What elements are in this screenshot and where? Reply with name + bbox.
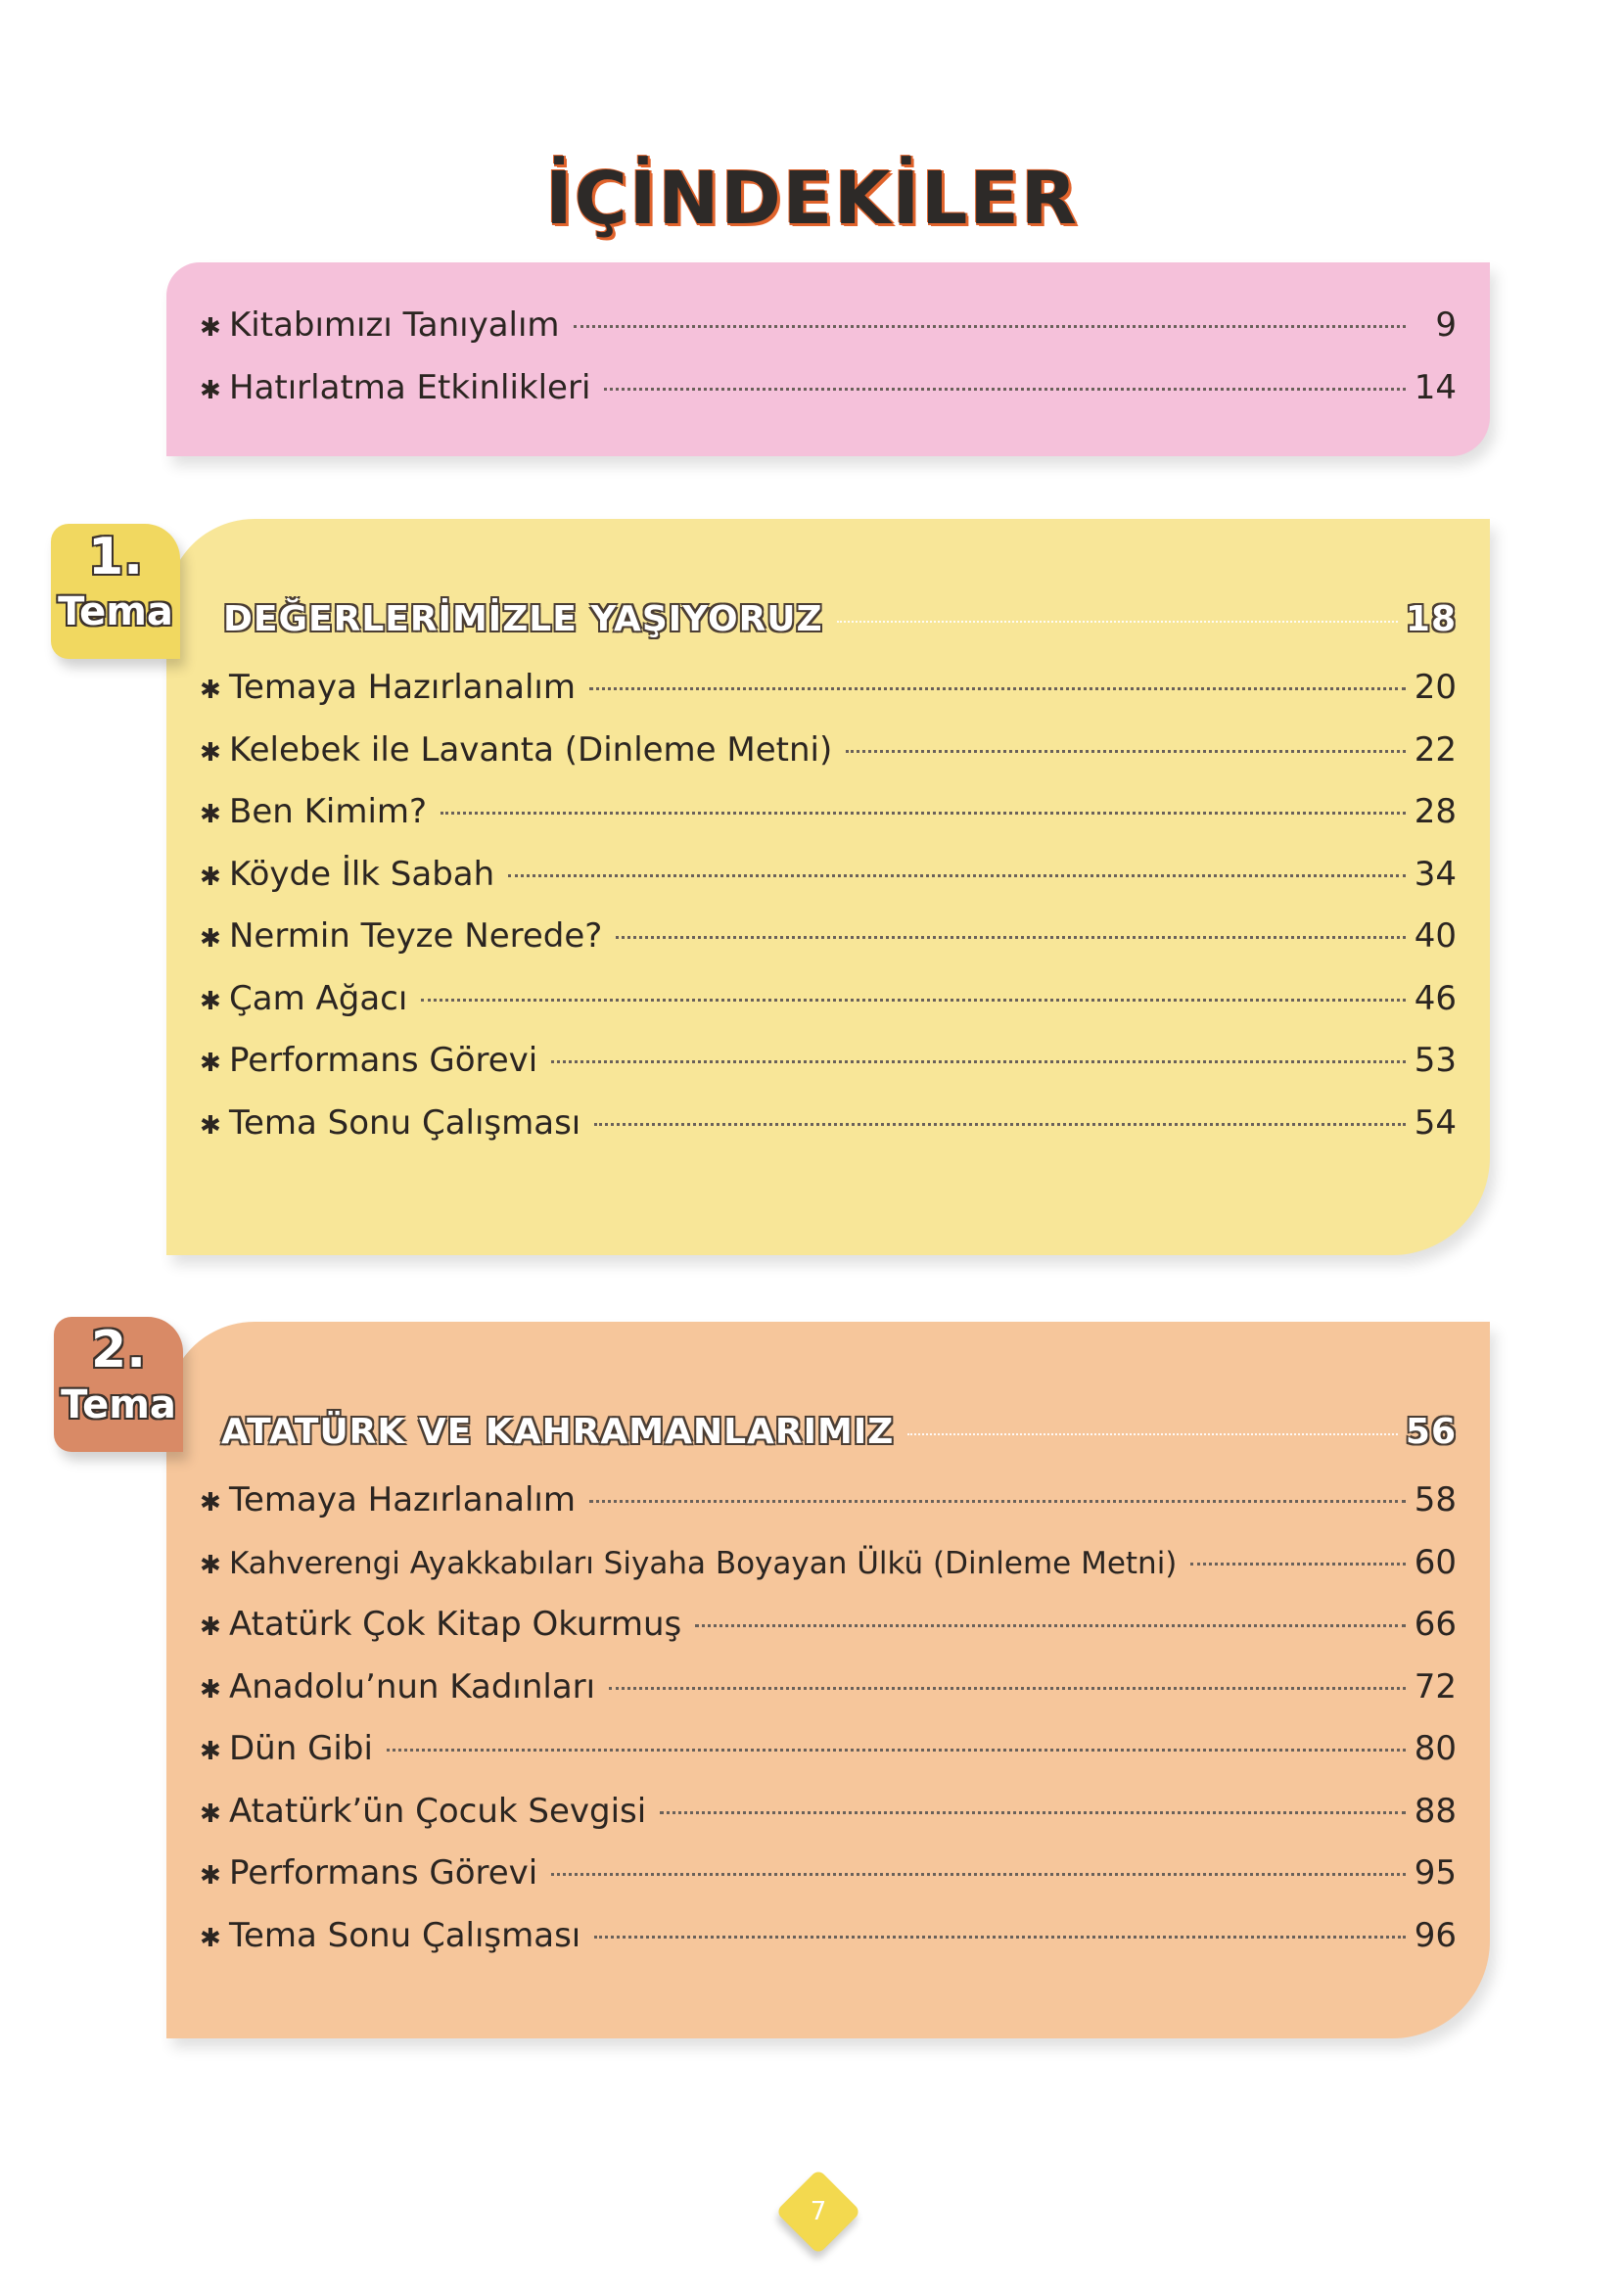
dot-leader bbox=[1190, 1563, 1406, 1566]
entry-label: Çam Ağacı bbox=[229, 978, 408, 1018]
entry-label: Tema Sonu Çalışması bbox=[229, 1915, 581, 1955]
entry-page: 96 bbox=[1414, 1915, 1457, 1955]
toc-entry[interactable] bbox=[200, 730, 1457, 793]
dot-leader bbox=[589, 687, 1406, 690]
entry-label: Atatürk’ün Çocuk Sevgisi bbox=[229, 1791, 647, 1831]
toc-entry[interactable] bbox=[200, 855, 1457, 917]
bullet-icon: ✱ bbox=[200, 1923, 221, 1953]
entry-label: Tema Sonu Çalışması bbox=[229, 1102, 581, 1143]
entry-label: Ben Kimim? bbox=[229, 792, 428, 831]
dot-leader bbox=[421, 999, 1406, 1002]
bullet-icon: ✱ bbox=[200, 800, 221, 829]
entry-page: 14 bbox=[1414, 367, 1457, 407]
entry-page: 40 bbox=[1414, 916, 1457, 956]
toc-entry[interactable] bbox=[200, 1103, 1457, 1166]
bullet-icon: ✱ bbox=[200, 1737, 221, 1766]
entry-label: Temaya Hazırlanalım bbox=[229, 1480, 576, 1520]
page-number: 7 bbox=[810, 2197, 827, 2226]
toc-entry[interactable] bbox=[200, 1543, 1457, 1606]
theme-2-tab bbox=[54, 1317, 183, 1452]
entry-page: 95 bbox=[1414, 1853, 1457, 1893]
theme-heading[interactable] bbox=[221, 1412, 1457, 1476]
theme-heading[interactable] bbox=[223, 599, 1457, 664]
entry-label: Kitabımızı Tanıyalım bbox=[229, 305, 560, 345]
entry-label: Kelebek ile Lavanta (Dinleme Metni) bbox=[229, 729, 833, 770]
bullet-icon: ✱ bbox=[200, 1488, 221, 1518]
entry-page: 34 bbox=[1414, 854, 1457, 894]
dot-leader bbox=[695, 1624, 1406, 1627]
entry-label: Atatürk Çok Kitap Okurmuş bbox=[229, 1605, 682, 1644]
toc-entry[interactable] bbox=[200, 668, 1457, 730]
entry-label: Köyde İlk Sabah bbox=[229, 854, 495, 894]
bullet-icon: ✱ bbox=[200, 1049, 221, 1078]
entry-label: Performans Görevi bbox=[229, 1853, 538, 1893]
toc-entry[interactable] bbox=[200, 1480, 1457, 1543]
bullet-icon: ✱ bbox=[200, 1861, 221, 1891]
dot-leader bbox=[551, 1060, 1406, 1063]
toc-entry[interactable] bbox=[200, 1729, 1457, 1792]
theme-page: 18 bbox=[1405, 599, 1457, 639]
entry-page: 54 bbox=[1414, 1102, 1457, 1143]
bullet-icon: ✱ bbox=[200, 313, 221, 343]
theme-page: 56 bbox=[1405, 1412, 1457, 1452]
theme-1-section bbox=[166, 519, 1490, 1255]
entry-page: 20 bbox=[1414, 668, 1457, 707]
toc-entry[interactable] bbox=[200, 792, 1457, 855]
toc-entry[interactable] bbox=[200, 1041, 1457, 1103]
dot-leader bbox=[441, 812, 1406, 815]
theme-number: 2. bbox=[91, 1321, 146, 1379]
entry-page: 58 bbox=[1414, 1480, 1457, 1520]
entry-page: 22 bbox=[1414, 729, 1457, 770]
toc-entry[interactable] bbox=[200, 1667, 1457, 1730]
dot-leader bbox=[589, 1500, 1406, 1503]
dot-leader bbox=[551, 1873, 1406, 1876]
entry-page: 53 bbox=[1414, 1041, 1457, 1080]
entry-page: 66 bbox=[1414, 1605, 1457, 1644]
dot-leader bbox=[508, 874, 1406, 877]
entry-page: 28 bbox=[1414, 792, 1457, 831]
dot-leader bbox=[594, 1936, 1406, 1939]
toc-entry[interactable] bbox=[200, 368, 1457, 431]
bullet-icon: ✱ bbox=[200, 1674, 221, 1705]
entry-page: 9 bbox=[1435, 305, 1457, 345]
theme-word: Tema bbox=[58, 589, 173, 634]
entry-label: Dün Gibi bbox=[229, 1729, 373, 1768]
dot-leader bbox=[387, 1749, 1406, 1752]
bullet-icon: ✱ bbox=[200, 1550, 221, 1580]
theme-1-tab bbox=[51, 524, 180, 659]
entry-label: Hatırlatma Etkinlikleri bbox=[229, 367, 591, 407]
dot-leader bbox=[594, 1123, 1406, 1126]
bullet-icon: ✱ bbox=[200, 986, 221, 1016]
dot-leader bbox=[574, 325, 1406, 328]
bullet-icon: ✱ bbox=[200, 737, 221, 768]
toc-entry[interactable] bbox=[200, 916, 1457, 979]
bullet-icon: ✱ bbox=[200, 375, 221, 405]
bullet-icon: ✱ bbox=[200, 1110, 221, 1141]
entry-page: 60 bbox=[1414, 1542, 1457, 1582]
entry-label: Performans Görevi bbox=[229, 1041, 538, 1080]
toc-entry[interactable] bbox=[200, 1792, 1457, 1854]
dot-leader bbox=[907, 1433, 1398, 1435]
bullet-icon: ✱ bbox=[200, 924, 221, 954]
toc-entry[interactable] bbox=[200, 1853, 1457, 1916]
toc-entry[interactable] bbox=[200, 1605, 1457, 1667]
theme-word: Tema bbox=[61, 1382, 176, 1427]
theme-title: ATATÜRK VE KAHRAMANLARIMIZ bbox=[221, 1412, 895, 1452]
entry-page: 88 bbox=[1414, 1791, 1457, 1831]
theme-number: 1. bbox=[88, 528, 143, 586]
dot-leader bbox=[609, 1687, 1406, 1690]
entry-label: Anadolu’nun Kadınları bbox=[229, 1666, 596, 1707]
entry-label: Kahverengi Ayakkabıları Siyaha Boyayan Ülkü (Dinleme Metni) bbox=[229, 1545, 1178, 1581]
entry-page: 46 bbox=[1414, 978, 1457, 1018]
bullet-icon: ✱ bbox=[200, 1799, 221, 1829]
theme-title: DEĞERLERİMİZLE YAŞIYORUZ bbox=[223, 599, 823, 639]
entry-page: 72 bbox=[1414, 1666, 1457, 1707]
entry-page: 80 bbox=[1414, 1729, 1457, 1768]
page-title: İÇİNDEKİLER bbox=[545, 157, 1079, 241]
toc-entry[interactable] bbox=[200, 1916, 1457, 1979]
bullet-icon: ✱ bbox=[200, 1613, 221, 1642]
dot-leader bbox=[846, 750, 1406, 753]
entry-label: Temaya Hazırlanalım bbox=[229, 668, 576, 707]
dot-leader bbox=[616, 936, 1406, 939]
dot-leader bbox=[604, 388, 1406, 391]
theme-2-section bbox=[166, 1322, 1490, 2038]
toc-entry[interactable] bbox=[200, 979, 1457, 1042]
toc-entry[interactable] bbox=[200, 305, 1457, 368]
dot-leader bbox=[660, 1811, 1406, 1814]
intro-section bbox=[166, 262, 1490, 456]
dot-leader bbox=[837, 621, 1398, 623]
bullet-icon: ✱ bbox=[200, 676, 221, 705]
bullet-icon: ✱ bbox=[200, 862, 221, 892]
entry-label: Nermin Teyze Nerede? bbox=[229, 916, 603, 956]
page-number-badge bbox=[775, 2169, 861, 2255]
